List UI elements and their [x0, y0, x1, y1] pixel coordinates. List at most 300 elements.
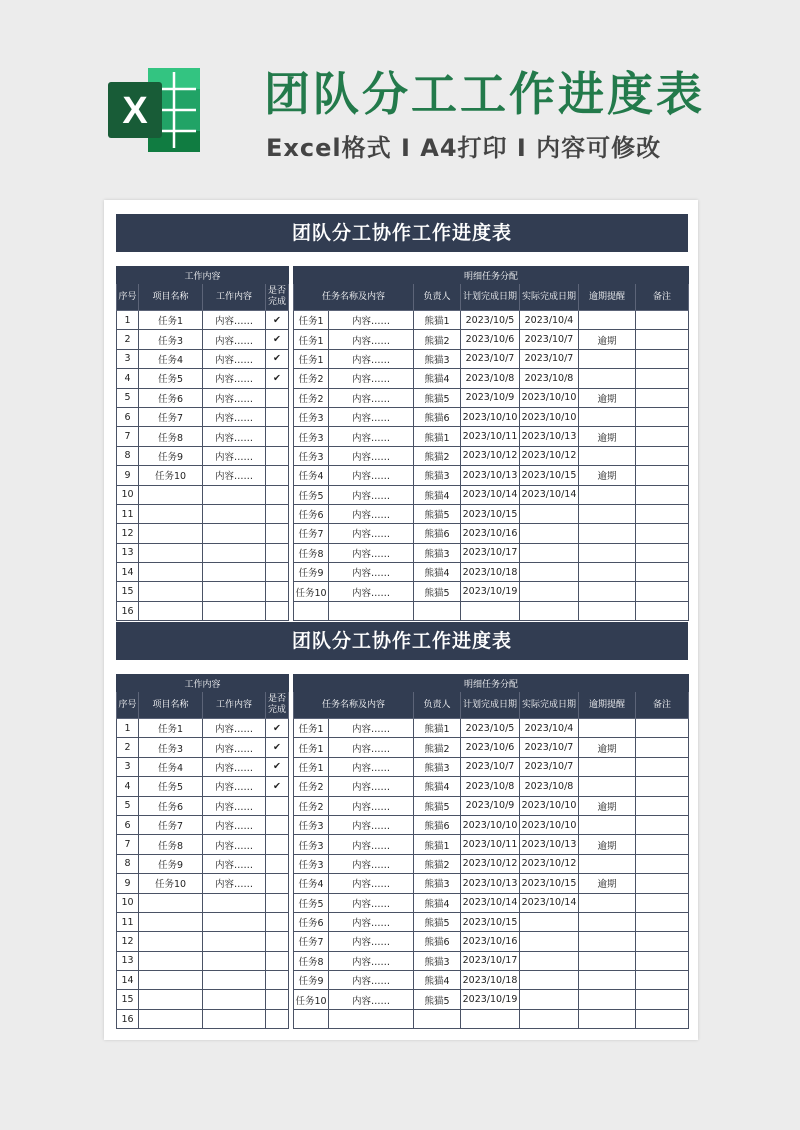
completion-check-cell[interactable]: [266, 951, 289, 970]
table-cell[interactable]: 任务6: [139, 388, 203, 407]
table-cell[interactable]: [203, 543, 266, 562]
table-cell[interactable]: 12: [117, 932, 139, 951]
table-cell[interactable]: 内容……: [203, 446, 266, 465]
table-cell[interactable]: [139, 504, 203, 523]
table-cell[interactable]: 熊猫2: [414, 446, 461, 465]
table-cell[interactable]: 熊猫3: [414, 874, 461, 893]
table-cell[interactable]: 熊猫2: [414, 330, 461, 349]
table-cell[interactable]: 内容……: [329, 874, 414, 893]
table-cell[interactable]: 内容……: [203, 349, 266, 368]
overdue-cell[interactable]: [579, 582, 636, 601]
table-cell[interactable]: 内容……: [329, 504, 414, 523]
table-cell[interactable]: 任务2: [294, 796, 329, 815]
table-cell[interactable]: 2: [117, 330, 139, 349]
table-cell[interactable]: 16: [117, 1009, 139, 1028]
table-cell[interactable]: [636, 835, 689, 854]
overdue-cell[interactable]: 逾期: [579, 427, 636, 446]
table-cell[interactable]: 内容……: [329, 796, 414, 815]
table-cell[interactable]: 2023/10/15: [461, 504, 520, 523]
completion-check-cell[interactable]: [266, 971, 289, 990]
table-cell[interactable]: 熊猫4: [414, 893, 461, 912]
overdue-cell[interactable]: [579, 854, 636, 873]
overdue-cell[interactable]: [579, 601, 636, 620]
table-cell[interactable]: 内容……: [329, 990, 414, 1009]
table-cell[interactable]: 任务1: [294, 311, 329, 330]
overdue-cell[interactable]: [579, 349, 636, 368]
table-cell[interactable]: [203, 912, 266, 931]
table-cell[interactable]: [203, 524, 266, 543]
table-cell[interactable]: 5: [117, 388, 139, 407]
table-cell[interactable]: 任务3: [139, 330, 203, 349]
table-cell[interactable]: 任务3: [294, 446, 329, 465]
table-cell[interactable]: 2023/10/7: [520, 738, 579, 757]
table-cell[interactable]: 内容……: [329, 582, 414, 601]
table-cell[interactable]: 熊猫4: [414, 485, 461, 504]
overdue-cell[interactable]: [579, 990, 636, 1009]
table-cell[interactable]: 内容……: [329, 524, 414, 543]
table-cell[interactable]: 内容……: [329, 543, 414, 562]
table-cell[interactable]: 2023/10/10: [520, 407, 579, 426]
table-cell[interactable]: [139, 543, 203, 562]
overdue-cell[interactable]: [579, 311, 636, 330]
table-cell[interactable]: 任务5: [139, 369, 203, 388]
table-cell[interactable]: [636, 777, 689, 796]
table-cell[interactable]: 2023/10/7: [461, 757, 520, 776]
table-cell[interactable]: 2023/10/14: [520, 893, 579, 912]
table-cell[interactable]: [294, 601, 329, 620]
table-cell[interactable]: 2023/10/16: [461, 524, 520, 543]
table-cell[interactable]: [520, 971, 579, 990]
table-cell[interactable]: 内容……: [329, 407, 414, 426]
table-cell[interactable]: 任务1: [294, 330, 329, 349]
completion-check-cell[interactable]: [266, 893, 289, 912]
completion-check-cell[interactable]: [266, 990, 289, 1009]
table-cell[interactable]: [203, 601, 266, 620]
table-cell[interactable]: 任务8: [294, 951, 329, 970]
table-cell[interactable]: 内容……: [203, 874, 266, 893]
table-cell[interactable]: [636, 446, 689, 465]
table-cell[interactable]: [139, 485, 203, 504]
table-cell[interactable]: 2023/10/14: [461, 893, 520, 912]
table-cell[interactable]: [636, 951, 689, 970]
table-cell[interactable]: [139, 563, 203, 582]
table-cell[interactable]: [636, 601, 689, 620]
table-cell[interactable]: 任务8: [139, 835, 203, 854]
table-cell[interactable]: 任务6: [294, 504, 329, 523]
table-cell[interactable]: [636, 874, 689, 893]
completion-check-cell[interactable]: [266, 524, 289, 543]
table-cell[interactable]: 2023/10/17: [461, 543, 520, 562]
table-cell[interactable]: 内容……: [329, 427, 414, 446]
table-cell[interactable]: 内容……: [329, 971, 414, 990]
table-cell[interactable]: [203, 971, 266, 990]
table-cell[interactable]: 2023/10/4: [520, 311, 579, 330]
table-cell[interactable]: 任务4: [139, 757, 203, 776]
table-cell[interactable]: 2023/10/13: [520, 835, 579, 854]
table-cell[interactable]: 内容……: [329, 777, 414, 796]
table-cell[interactable]: 任务10: [294, 990, 329, 1009]
table-cell[interactable]: 2023/10/6: [461, 330, 520, 349]
table-cell[interactable]: 任务3: [294, 427, 329, 446]
table-cell[interactable]: [520, 932, 579, 951]
table-cell[interactable]: 内容……: [203, 719, 266, 738]
table-cell[interactable]: 内容……: [203, 796, 266, 815]
completion-check-cell[interactable]: ✔: [266, 369, 289, 388]
overdue-cell[interactable]: [579, 1009, 636, 1028]
table-cell[interactable]: 熊猫5: [414, 388, 461, 407]
table-cell[interactable]: 13: [117, 951, 139, 970]
table-cell[interactable]: [636, 388, 689, 407]
table-cell[interactable]: 2023/10/9: [461, 388, 520, 407]
table-cell[interactable]: 任务7: [139, 407, 203, 426]
table-cell[interactable]: 任务10: [139, 466, 203, 485]
table-cell[interactable]: [520, 912, 579, 931]
table-cell[interactable]: [636, 854, 689, 873]
table-cell[interactable]: 11: [117, 504, 139, 523]
table-cell[interactable]: 任务4: [294, 466, 329, 485]
table-cell[interactable]: 9: [117, 466, 139, 485]
table-cell[interactable]: 10: [117, 485, 139, 504]
table-cell[interactable]: 任务1: [294, 719, 329, 738]
table-cell[interactable]: [461, 601, 520, 620]
overdue-cell[interactable]: [579, 777, 636, 796]
table-cell[interactable]: 任务3: [139, 738, 203, 757]
table-cell[interactable]: 2023/10/19: [461, 990, 520, 1009]
completion-check-cell[interactable]: [266, 427, 289, 446]
table-cell[interactable]: 2023/10/18: [461, 971, 520, 990]
table-cell[interactable]: [520, 524, 579, 543]
table-cell[interactable]: [203, 951, 266, 970]
table-cell[interactable]: 任务3: [294, 854, 329, 873]
table-cell[interactable]: 2023/10/18: [461, 563, 520, 582]
table-cell[interactable]: 2023/10/10: [461, 407, 520, 426]
table-cell[interactable]: 2023/10/7: [520, 349, 579, 368]
table-cell[interactable]: 2023/10/12: [461, 446, 520, 465]
table-cell[interactable]: 内容……: [203, 466, 266, 485]
table-cell[interactable]: 2023/10/5: [461, 719, 520, 738]
table-cell[interactable]: 11: [117, 912, 139, 931]
table-cell[interactable]: [636, 815, 689, 834]
completion-check-cell[interactable]: [266, 601, 289, 620]
table-cell[interactable]: 2023/10/16: [461, 932, 520, 951]
table-cell[interactable]: 13: [117, 543, 139, 562]
table-cell[interactable]: 2023/10/10: [520, 815, 579, 834]
overdue-cell[interactable]: [579, 757, 636, 776]
table-cell[interactable]: 任务6: [139, 796, 203, 815]
table-cell[interactable]: [636, 1009, 689, 1028]
table-cell[interactable]: 2023/10/15: [461, 912, 520, 931]
table-cell[interactable]: [520, 543, 579, 562]
table-cell[interactable]: [636, 719, 689, 738]
table-cell[interactable]: 6: [117, 815, 139, 834]
table-cell[interactable]: [636, 369, 689, 388]
table-cell[interactable]: 任务8: [294, 543, 329, 562]
table-cell[interactable]: 任务7: [139, 815, 203, 834]
table-cell[interactable]: [203, 504, 266, 523]
table-cell[interactable]: [329, 601, 414, 620]
table-cell[interactable]: 2023/10/8: [461, 369, 520, 388]
table-cell[interactable]: 熊猫1: [414, 427, 461, 446]
table-cell[interactable]: 3: [117, 349, 139, 368]
overdue-cell[interactable]: [579, 369, 636, 388]
table-cell[interactable]: 8: [117, 446, 139, 465]
table-cell[interactable]: [636, 349, 689, 368]
table-cell[interactable]: 任务10: [139, 874, 203, 893]
table-cell[interactable]: 内容……: [329, 466, 414, 485]
table-cell[interactable]: 2023/10/10: [520, 388, 579, 407]
table-cell[interactable]: 内容……: [203, 388, 266, 407]
table-cell[interactable]: [203, 932, 266, 951]
table-cell[interactable]: 任务5: [294, 893, 329, 912]
table-cell[interactable]: 熊猫1: [414, 835, 461, 854]
completion-check-cell[interactable]: ✔: [266, 719, 289, 738]
table-cell[interactable]: 2023/10/12: [520, 446, 579, 465]
table-cell[interactable]: 2023/10/17: [461, 951, 520, 970]
overdue-cell[interactable]: [579, 893, 636, 912]
table-cell[interactable]: 1: [117, 719, 139, 738]
table-cell[interactable]: 熊猫4: [414, 563, 461, 582]
table-cell[interactable]: 内容……: [203, 777, 266, 796]
completion-check-cell[interactable]: [266, 1009, 289, 1028]
table-cell[interactable]: [636, 524, 689, 543]
table-cell[interactable]: 熊猫3: [414, 543, 461, 562]
table-cell[interactable]: 内容……: [329, 563, 414, 582]
table-cell[interactable]: 内容……: [203, 815, 266, 834]
table-cell[interactable]: 熊猫3: [414, 466, 461, 485]
overdue-cell[interactable]: [579, 932, 636, 951]
table-cell[interactable]: [414, 601, 461, 620]
table-cell[interactable]: 熊猫4: [414, 369, 461, 388]
table-cell[interactable]: 任务1: [139, 311, 203, 330]
table-cell[interactable]: 熊猫1: [414, 311, 461, 330]
table-cell[interactable]: 2023/10/15: [520, 466, 579, 485]
table-cell[interactable]: 2023/10/6: [461, 738, 520, 757]
table-cell[interactable]: 4: [117, 369, 139, 388]
table-cell[interactable]: [203, 485, 266, 504]
table-cell[interactable]: 内容……: [329, 369, 414, 388]
table-cell[interactable]: [203, 893, 266, 912]
table-cell[interactable]: [414, 1009, 461, 1028]
table-cell[interactable]: 内容……: [329, 388, 414, 407]
table-cell[interactable]: 2023/10/7: [520, 757, 579, 776]
table-cell[interactable]: 内容……: [203, 330, 266, 349]
table-cell[interactable]: 任务7: [294, 932, 329, 951]
table-cell[interactable]: 2023/10/4: [520, 719, 579, 738]
table-cell[interactable]: [520, 563, 579, 582]
table-cell[interactable]: [636, 407, 689, 426]
table-cell[interactable]: 任务2: [294, 369, 329, 388]
completion-check-cell[interactable]: [266, 563, 289, 582]
table-cell[interactable]: 4: [117, 777, 139, 796]
table-cell[interactable]: 2023/10/7: [461, 349, 520, 368]
table-cell[interactable]: [520, 990, 579, 1009]
table-cell[interactable]: [636, 738, 689, 757]
table-cell[interactable]: [139, 893, 203, 912]
table-cell[interactable]: 14: [117, 971, 139, 990]
table-cell[interactable]: [461, 1009, 520, 1028]
table-cell[interactable]: [636, 543, 689, 562]
table-cell[interactable]: [203, 563, 266, 582]
table-cell[interactable]: 任务1: [294, 757, 329, 776]
table-cell[interactable]: 7: [117, 835, 139, 854]
table-cell[interactable]: 熊猫2: [414, 738, 461, 757]
completion-check-cell[interactable]: [266, 796, 289, 815]
table-cell[interactable]: 内容……: [329, 912, 414, 931]
table-cell[interactable]: 任务4: [294, 874, 329, 893]
table-cell[interactable]: 任务4: [139, 349, 203, 368]
table-cell[interactable]: [139, 990, 203, 1009]
table-cell[interactable]: 任务7: [294, 524, 329, 543]
table-cell[interactable]: [139, 582, 203, 601]
table-cell[interactable]: 2023/10/8: [461, 777, 520, 796]
table-cell[interactable]: 2023/10/5: [461, 311, 520, 330]
table-cell[interactable]: 内容……: [329, 854, 414, 873]
table-cell[interactable]: 7: [117, 427, 139, 446]
completion-check-cell[interactable]: [266, 854, 289, 873]
completion-check-cell[interactable]: [266, 485, 289, 504]
completion-check-cell[interactable]: [266, 912, 289, 931]
table-cell[interactable]: [139, 932, 203, 951]
table-cell[interactable]: [636, 796, 689, 815]
table-cell[interactable]: 2023/10/8: [520, 369, 579, 388]
table-cell[interactable]: 内容……: [329, 893, 414, 912]
table-cell[interactable]: 10: [117, 893, 139, 912]
table-cell[interactable]: [520, 504, 579, 523]
table-cell[interactable]: 熊猫6: [414, 407, 461, 426]
table-cell[interactable]: 任务1: [294, 738, 329, 757]
overdue-cell[interactable]: 逾期: [579, 388, 636, 407]
table-cell[interactable]: 任务2: [294, 777, 329, 796]
table-cell[interactable]: 任务9: [294, 563, 329, 582]
table-cell[interactable]: 熊猫5: [414, 504, 461, 523]
table-cell[interactable]: 内容……: [329, 835, 414, 854]
overdue-cell[interactable]: [579, 912, 636, 931]
table-cell[interactable]: 6: [117, 407, 139, 426]
table-cell[interactable]: 任务10: [294, 582, 329, 601]
table-cell[interactable]: 3: [117, 757, 139, 776]
table-cell[interactable]: 2: [117, 738, 139, 757]
overdue-cell[interactable]: 逾期: [579, 466, 636, 485]
table-cell[interactable]: 任务3: [294, 815, 329, 834]
table-cell[interactable]: 熊猫3: [414, 757, 461, 776]
table-cell[interactable]: 内容……: [203, 407, 266, 426]
table-cell[interactable]: 2023/10/9: [461, 796, 520, 815]
overdue-cell[interactable]: [579, 971, 636, 990]
table-cell[interactable]: [520, 601, 579, 620]
table-cell[interactable]: 12: [117, 524, 139, 543]
table-cell[interactable]: 任务9: [294, 971, 329, 990]
overdue-cell[interactable]: 逾期: [579, 330, 636, 349]
table-cell[interactable]: 内容……: [203, 757, 266, 776]
completion-check-cell[interactable]: ✔: [266, 330, 289, 349]
table-cell[interactable]: 内容……: [329, 349, 414, 368]
table-cell[interactable]: 内容……: [329, 815, 414, 834]
table-cell[interactable]: 内容……: [329, 330, 414, 349]
completion-check-cell[interactable]: [266, 815, 289, 834]
table-cell[interactable]: 15: [117, 582, 139, 601]
table-cell[interactable]: [636, 563, 689, 582]
table-cell[interactable]: [139, 951, 203, 970]
overdue-cell[interactable]: [579, 563, 636, 582]
table-cell[interactable]: 2023/10/15: [520, 874, 579, 893]
overdue-cell[interactable]: [579, 407, 636, 426]
table-cell[interactable]: [636, 485, 689, 504]
table-cell[interactable]: 2023/10/11: [461, 427, 520, 446]
table-cell[interactable]: [636, 427, 689, 446]
table-cell[interactable]: 内容……: [329, 757, 414, 776]
completion-check-cell[interactable]: [266, 582, 289, 601]
overdue-cell[interactable]: [579, 815, 636, 834]
table-cell[interactable]: [636, 582, 689, 601]
completion-check-cell[interactable]: [266, 543, 289, 562]
table-cell[interactable]: 熊猫4: [414, 777, 461, 796]
completion-check-cell[interactable]: ✔: [266, 738, 289, 757]
table-cell[interactable]: 2023/10/10: [461, 815, 520, 834]
table-cell[interactable]: 内容……: [203, 369, 266, 388]
table-cell[interactable]: 任务6: [294, 912, 329, 931]
table-cell[interactable]: 2023/10/11: [461, 835, 520, 854]
completion-check-cell[interactable]: ✔: [266, 757, 289, 776]
table-cell[interactable]: 内容……: [203, 311, 266, 330]
table-cell[interactable]: 2023/10/14: [461, 485, 520, 504]
table-cell[interactable]: 内容……: [329, 311, 414, 330]
table-cell[interactable]: [520, 951, 579, 970]
table-cell[interactable]: 熊猫4: [414, 971, 461, 990]
table-cell[interactable]: 任务2: [294, 388, 329, 407]
table-cell[interactable]: [139, 601, 203, 620]
table-cell[interactable]: 熊猫3: [414, 349, 461, 368]
overdue-cell[interactable]: [579, 446, 636, 465]
table-cell[interactable]: [636, 311, 689, 330]
table-cell[interactable]: 9: [117, 874, 139, 893]
table-cell[interactable]: 内容……: [203, 854, 266, 873]
table-cell[interactable]: [203, 582, 266, 601]
table-cell[interactable]: 熊猫3: [414, 951, 461, 970]
table-cell[interactable]: 任务3: [294, 835, 329, 854]
table-cell[interactable]: [139, 912, 203, 931]
table-cell[interactable]: 任务9: [139, 854, 203, 873]
table-cell[interactable]: 2023/10/7: [520, 330, 579, 349]
table-cell[interactable]: 8: [117, 854, 139, 873]
table-cell[interactable]: 熊猫1: [414, 719, 461, 738]
table-cell[interactable]: 2023/10/14: [520, 485, 579, 504]
table-cell[interactable]: 任务3: [294, 407, 329, 426]
completion-check-cell[interactable]: [266, 446, 289, 465]
table-cell[interactable]: 熊猫5: [414, 990, 461, 1009]
completion-check-cell[interactable]: [266, 874, 289, 893]
completion-check-cell[interactable]: ✔: [266, 777, 289, 796]
overdue-cell[interactable]: [579, 951, 636, 970]
overdue-cell[interactable]: 逾期: [579, 738, 636, 757]
table-cell[interactable]: 2023/10/13: [520, 427, 579, 446]
table-cell[interactable]: [636, 757, 689, 776]
overdue-cell[interactable]: [579, 719, 636, 738]
table-cell[interactable]: [636, 893, 689, 912]
table-cell[interactable]: 2023/10/12: [461, 854, 520, 873]
table-cell[interactable]: 14: [117, 563, 139, 582]
table-cell[interactable]: [294, 1009, 329, 1028]
completion-check-cell[interactable]: [266, 466, 289, 485]
overdue-cell[interactable]: [579, 485, 636, 504]
table-cell[interactable]: 1: [117, 311, 139, 330]
completion-check-cell[interactable]: [266, 504, 289, 523]
table-cell[interactable]: 内容……: [329, 738, 414, 757]
table-cell[interactable]: [636, 971, 689, 990]
table-cell[interactable]: 任务5: [294, 485, 329, 504]
table-cell[interactable]: 2023/10/13: [461, 874, 520, 893]
table-cell[interactable]: 任务1: [139, 719, 203, 738]
table-cell[interactable]: 内容……: [329, 951, 414, 970]
